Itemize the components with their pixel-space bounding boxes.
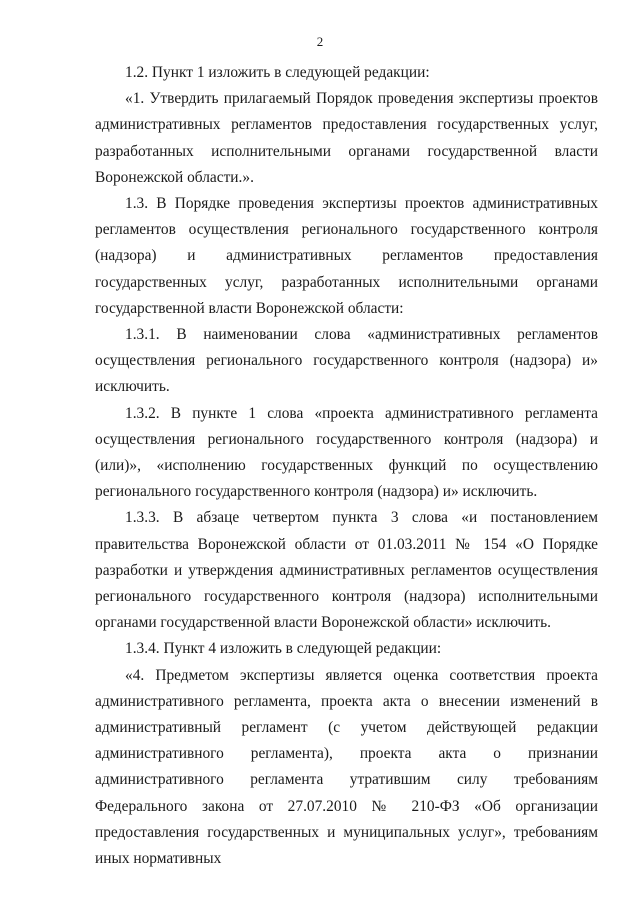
document-body (95, 60, 598, 872)
paragraph-1-3-3: 1.3.3. В абзаце четвертом пункта 3 слова «и постановлением правительства Воронежской области от 01.03.2011 № 154 «О Порядке разработки и утверждения административных регламентов осуществления регионального государственного контроля (надзора) исполнительными органами государственной власти Воронежской области» исключить. (95, 509, 598, 632)
paragraph-1-3-2: 1.3.2. В пункте 1 слова «проекта административного регламента осуществления регионального государственного контроля (надзора) и (или)», «исполнению государственных функций по осуществлению регионального государственного контроля (надзора) и» исключить. (95, 404, 598, 501)
paragraph-1-3-1: 1.3.1. В наименовании слова «административных регламентов осуществления регионального государственного контроля (надзора) и» исключить. (95, 326, 598, 396)
paragraph-1-3-4: 1.3.4. Пункт 4 изложить в следующей редакции: (125, 640, 442, 658)
paragraph-4-quote: «4. Предметом экспертизы является оценка соответствия проекта административного регламента, проекта акта о внесении изменений в административный регламент (с учетом действующей редакции административного регламента), проекта акта о признании административного регламента утратившим силу требованиям Федерального закона от 27.07.2010 № 210-ФЗ «Об организации предоставления государственных и муниципальных услуг», требованиям иных нормативных (95, 666, 598, 868)
page-number: 2 (316, 34, 324, 49)
paragraph-1-2-quote: «1. Утвердить прилагаемый Порядок проведения экспертизы проектов административных регламентов предоставления государственных услуг, разработанных исполнительными органами государственной власти Воронежской области.». (95, 90, 598, 186)
paragraph-1-3: 1.3. В Порядке проведения экспертизы проектов административных регламентов осуществления регионального государственного контроля (надзора) и административных регламентов предоставления государственных услуг, разработанных исполнительными органами государственной власти Воронежской области: (95, 195, 598, 317)
paragraph-1-2: 1.2. Пункт 1 изложить в следующей редакции: (125, 64, 430, 81)
